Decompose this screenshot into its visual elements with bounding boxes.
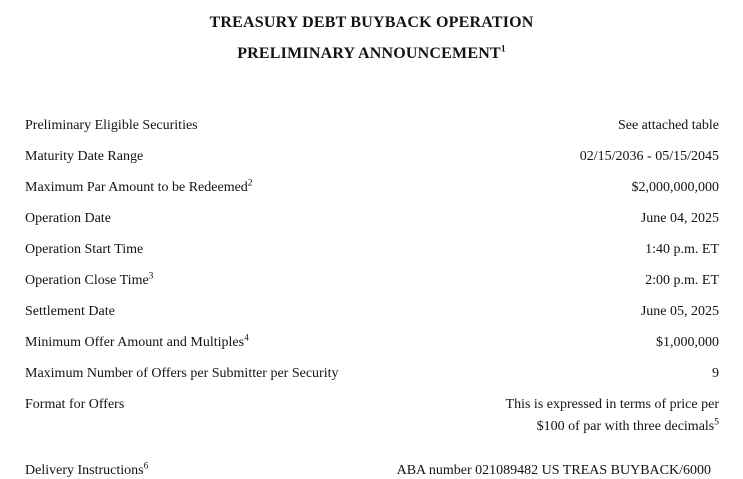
value-line-2 bbox=[506, 418, 719, 436]
label-text: Maximum Number of Offers per Submitter per Security bbox=[25, 366, 339, 381]
label-text: Format for Offers bbox=[25, 397, 125, 412]
value-text: $2,000,000,000 bbox=[631, 180, 719, 195]
value-text: June 04, 2025 bbox=[640, 211, 719, 226]
footnote-ref-6: 6 bbox=[143, 461, 149, 472]
value-text: This is expressed in terms of price per bbox=[505, 397, 719, 412]
document-subtitle bbox=[0, 44, 743, 63]
value-text: ABA number 021089482 US TREAS BUYBACK/6000 bbox=[396, 463, 711, 478]
footnote-ref-3: 3 bbox=[148, 271, 154, 282]
row-value bbox=[641, 303, 719, 321]
row-value bbox=[618, 117, 719, 135]
label-text: Maturity Date Range bbox=[25, 149, 144, 164]
table-row-max-offers bbox=[25, 365, 719, 383]
table-row-operation-close-time bbox=[25, 272, 719, 290]
label-text: Operation Start Time bbox=[25, 242, 144, 257]
table-row-eligible-securities bbox=[25, 117, 719, 135]
value-text: $100 of par with three decimals bbox=[536, 419, 715, 434]
row-label bbox=[25, 334, 249, 352]
table-row-delivery-instructions bbox=[25, 462, 719, 479]
row-label bbox=[25, 210, 111, 228]
value-text: $1,000,000 bbox=[656, 335, 719, 350]
row-value bbox=[506, 396, 719, 436]
table-row-min-offer-amount bbox=[25, 334, 719, 352]
row-label bbox=[25, 272, 153, 290]
row-value bbox=[632, 179, 720, 197]
label-text: Settlement Date bbox=[25, 304, 115, 319]
document-title bbox=[0, 13, 743, 32]
label-text: Maximum Par Amount to be Redeemed bbox=[25, 180, 248, 195]
table-row-operation-date bbox=[25, 210, 719, 228]
table-row-operation-start-time bbox=[25, 241, 719, 259]
value-text: 02/15/2036 - 05/15/2045 bbox=[579, 149, 719, 164]
row-value bbox=[641, 210, 719, 228]
row-label bbox=[25, 303, 115, 321]
value-text: 2:00 p.m. ET bbox=[645, 273, 719, 288]
row-label bbox=[25, 396, 124, 414]
value-text: See attached table bbox=[617, 118, 719, 133]
value-line-1 bbox=[506, 396, 719, 414]
row-label bbox=[25, 365, 339, 383]
document-title-text: TREASURY DEBT BUYBACK OPERATION bbox=[209, 14, 534, 31]
label-text: Preliminary Eligible Securities bbox=[25, 118, 198, 133]
row-label bbox=[25, 148, 143, 166]
document-subtitle-text: PRELIMINARY ANNOUNCEMENT bbox=[237, 45, 501, 62]
row-value bbox=[645, 241, 719, 259]
row-value bbox=[712, 365, 719, 383]
value-text: June 05, 2025 bbox=[640, 304, 719, 319]
row-value bbox=[645, 272, 719, 290]
row-label bbox=[25, 241, 143, 259]
label-text: Delivery Instructions bbox=[25, 463, 144, 478]
table-row-format-for-offers bbox=[25, 396, 719, 436]
row-value bbox=[397, 462, 719, 479]
row-label bbox=[25, 117, 198, 135]
label-text: Minimum Offer Amount and Multiples bbox=[25, 335, 245, 350]
value-text: 1:40 p.m. ET bbox=[645, 242, 719, 257]
footnote-ref-4: 4 bbox=[244, 333, 249, 344]
footnote-ref-1: 1 bbox=[500, 44, 506, 55]
table-row-settlement-date bbox=[25, 303, 719, 321]
value-text: 9 bbox=[712, 366, 719, 381]
row-value bbox=[580, 148, 719, 166]
row-value bbox=[656, 334, 719, 352]
label-text: Operation Date bbox=[25, 211, 111, 226]
footnote-ref-2: 2 bbox=[247, 178, 253, 189]
row-label bbox=[25, 462, 148, 479]
row-label bbox=[25, 179, 253, 197]
table-row-max-par-amount bbox=[25, 179, 719, 197]
label-text: Operation Close Time bbox=[25, 273, 149, 288]
announcement-table bbox=[0, 117, 743, 479]
document-header bbox=[0, 0, 743, 63]
table-row-maturity-range bbox=[25, 148, 719, 166]
footnote-ref-5: 5 bbox=[714, 417, 719, 428]
